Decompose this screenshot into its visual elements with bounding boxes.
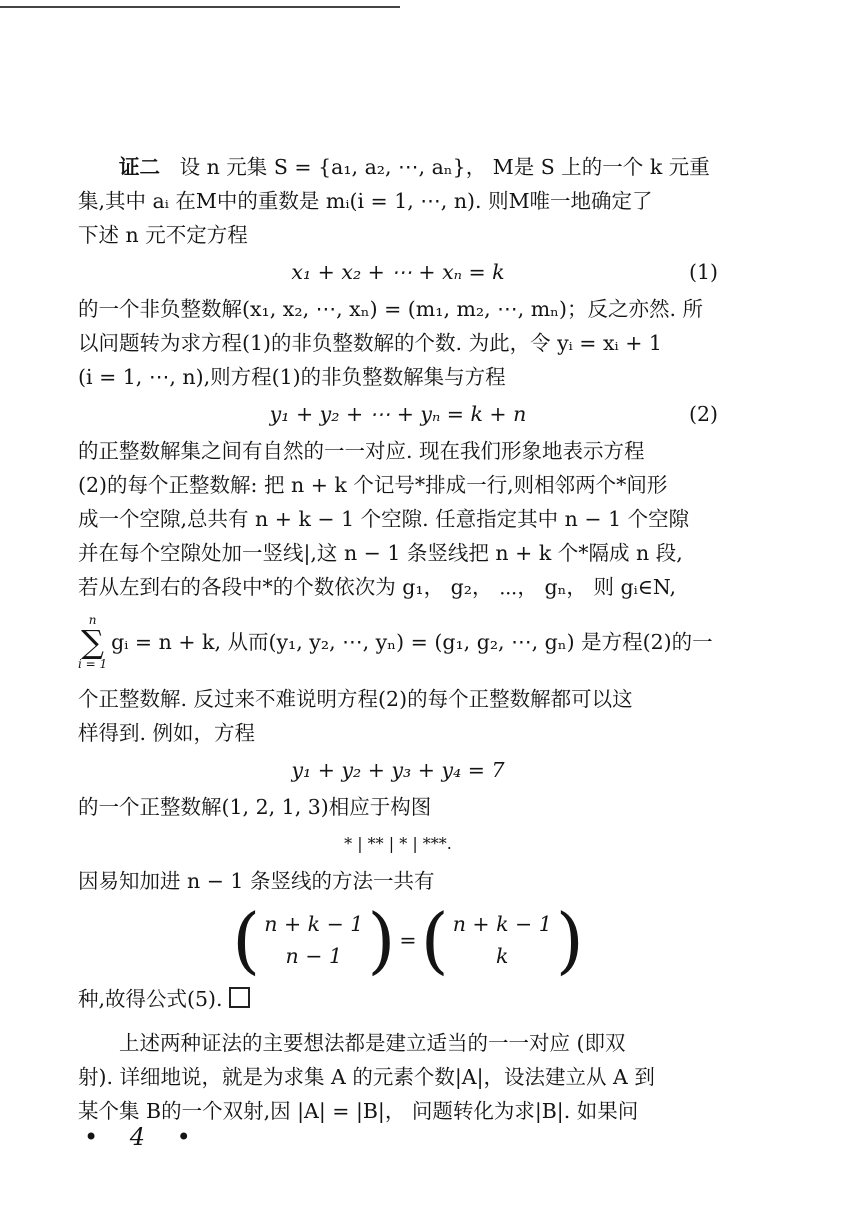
qed-box-icon [229,987,250,1008]
text-line: 的一个正整数解(1, 2, 1, 3)相应于构图 [78,795,432,819]
left-paren: ( [232,898,261,982]
left-paren: ( [420,898,449,982]
equation-expr: x₁ + x₂ + ⋯ + xₙ = k [291,260,505,284]
equals-sign: = [399,928,417,952]
figure-expr: * | ** | * | ***. [344,834,452,853]
proof-paragraph-7 [78,982,718,1016]
proof-paragraph-1 [78,150,718,252]
proof-paragraph-2 [78,292,718,394]
sigma-glyph: ∑ [81,623,104,661]
equation-expr: y₁ + y₂ + y₃ + y₄ = 7 [291,758,505,782]
binomial-identity [98,898,718,982]
binom-bottom: n − 1 [285,944,342,968]
right-paren: ) [367,898,396,982]
text-line: 若从左到右的各段中*的个数依次为 g₁， g₂， ⋯， gₙ， 则 gᵢ∈N, [78,575,677,599]
equation-1 [78,252,718,292]
proof-paragraph-3 [78,434,718,604]
top-rule [0,6,400,8]
binom-top: n + k − 1 [264,912,364,936]
proof-label: 证二 [119,155,160,179]
summation-symbol [78,614,107,670]
equation-number: (1) [688,260,718,284]
text-line: 并在每个空隙处加一竖线|,这 n − 1 条竖线把 n + k 个*隔成 n 段, [78,541,683,565]
text-line: (i = 1, ⋯, n),则方程(1)的非负整数解集与方程 [78,365,506,389]
sum-lower-limit: i = 1 [78,657,108,671]
text-line: 的一个非负整数解(x₁, x₂, ⋯, xₙ) = (m₁, m₂, ⋯, mₙ)；反之亦然. 所 [78,297,704,321]
star-bar-figure [78,824,718,864]
binomial-right [449,908,556,972]
text-line: 射). 详细地说，就是为求集 A 的元素个数|A|，设法建立从 A 到 [78,1065,655,1089]
text-line: 成一个空隙,总共有 n + k − 1 个空隙. 任意指定其中 n − 1 个空隙 [78,507,690,531]
proof-paragraph-8 [78,1026,718,1128]
text-line: 因易知加进 n − 1 条竖线的方法一共有 [78,869,435,893]
text-line: 种,故得公式(5). [78,987,223,1011]
proof-paragraph-5 [78,790,718,824]
page-content [78,150,718,1128]
text-line: 设 n 元集 S = {a₁, a₂, ⋯, aₙ}， M是 S 上的一个 k 元重 [179,155,710,179]
right-paren: ) [555,898,584,982]
equation-3 [78,750,718,790]
summation-text: gᵢ = n + k, 从而(y₁, y₂, ⋯, yₙ) = (g₁, g₂, ⋯, gₙ) 是方程(2)的一 [111,630,713,654]
text-line: 某个集 B的一个双射,因 |A| = |B|， 问题转化为求|B|. 如果问 [78,1099,639,1123]
equation-expr: y₁ + y₂ + ⋯ + yₙ = k + n [269,402,527,426]
page-number: • 4 • [84,1123,203,1151]
equation-number: (2) [688,402,718,426]
summation-line [78,614,718,670]
proof-paragraph-6 [78,864,718,898]
text-line: 个正整数解. 反过来不难说明方程(2)的每个正整数解都可以这 [78,687,633,711]
text-line: 的正整数解集之间有自然的一一对应. 现在我们形象地表示方程 [78,439,645,463]
sum-upper-limit: n [88,613,97,627]
text-line: (2)的每个正整数解: 把 n + k 个记号*排成一行,则相邻两个*间形 [78,473,668,497]
equation-2 [78,394,718,434]
text-line: 集,其中 aᵢ 在M中的重数是 mᵢ(i = 1, ⋯, n). 则M唯一地确定了 [78,189,653,213]
binom-top: n + k − 1 [452,912,552,936]
text-line: 样得到. 例如，方程 [78,721,256,745]
binomial-left [260,908,367,972]
text-line: 上述两种证法的主要想法都是建立适当的一一对应 (即双 [119,1031,626,1055]
text-line: 以问题转为求方程(1)的非负整数解的个数. 为此，令 yᵢ = xᵢ + 1 [78,331,662,355]
binom-bottom: k [496,944,509,968]
text-line: 下述 n 元不定方程 [78,223,248,247]
proof-paragraph-4 [78,682,718,750]
